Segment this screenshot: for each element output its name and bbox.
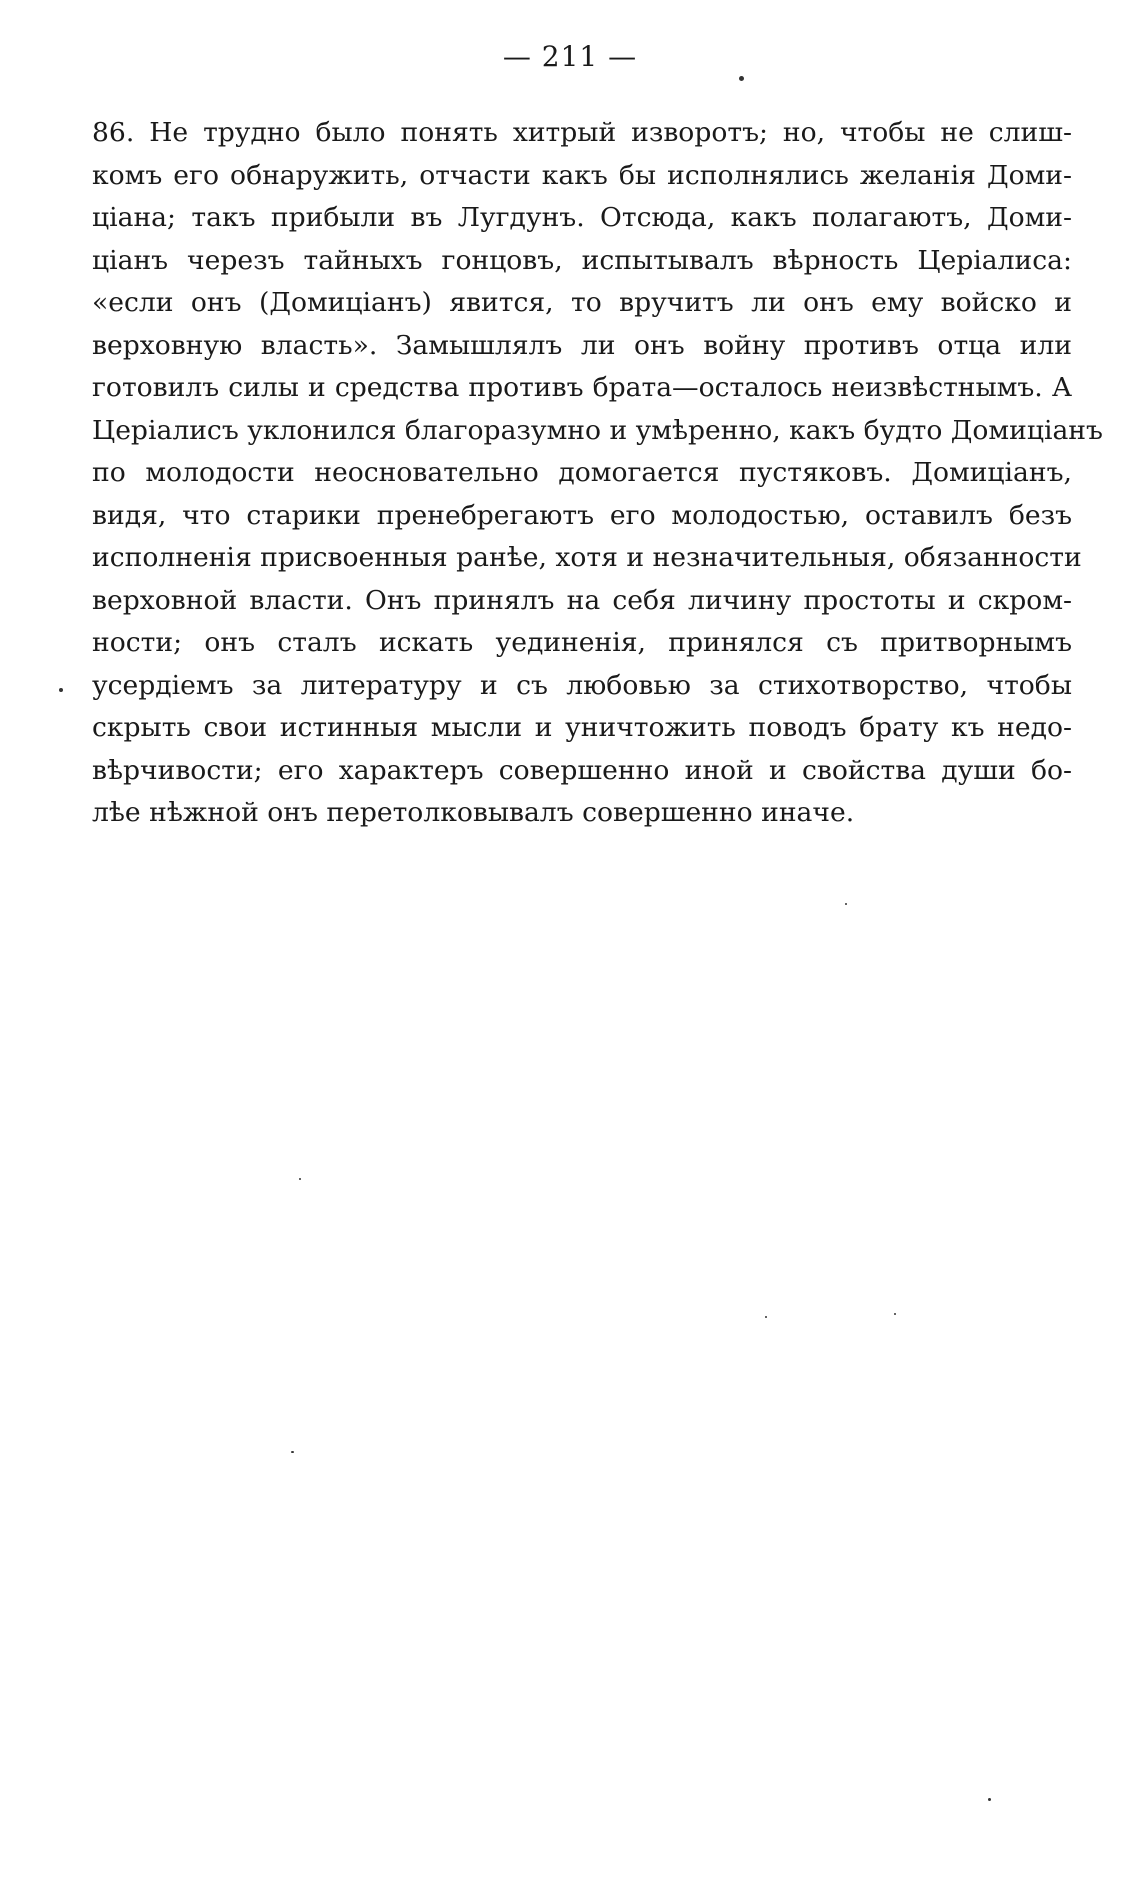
text-line: лѣе нѣжной онъ перетолковывалъ совершенно иначе. [92, 797, 855, 828]
text-line: «если онъ (Домиціанъ) явится, то вручитъ ли онъ ему войско и [92, 287, 1072, 318]
text-line: верховную власть». Замышлялъ ли онъ войну противъ отца или [92, 329, 1072, 361]
text-line: комъ его обнаружить, отчасти какъ бы исполнялись желанія Доми- [92, 159, 1072, 191]
scan-speck [291, 1451, 294, 1453]
text-line: 86. Не трудно было понять хитрый изворотъ; но, чтобы не слиш- [92, 117, 1072, 148]
text-line: усердіемъ за литературу и съ любовью за стихотворство, чтобы [92, 669, 1072, 701]
scan-speck [845, 903, 847, 905]
text-line: вѣрчивости; его характеръ совершенно иной и свойства души бо- [92, 754, 1072, 786]
page-number: — 211 — [502, 40, 638, 73]
text-line: ности; онъ сталъ искать уединенія, принялся съ притворнымъ [92, 627, 1072, 658]
scan-speck [988, 1798, 991, 1801]
paragraph-86 [92, 112, 1103, 835]
text-line: Церіалисъ уклонился благоразумно и умѣренно, какъ будто Домиціанъ [92, 414, 1103, 446]
scan-speck [59, 688, 63, 692]
text-line: исполненія присвоенныя ранѣе, хотя и незначительныя, обязанности [92, 542, 1082, 573]
text-line: верховной власти. Онъ принялъ на себя личину простоты и скром- [92, 584, 1072, 616]
text-line: по молодости неосновательно домогается пустяковъ. Домиціанъ, [92, 457, 1072, 488]
scan-speck [765, 1316, 767, 1318]
text-line: готовилъ силы и средства противъ брата—осталось неизвѣстнымъ. А [92, 372, 1072, 403]
scan-speck [894, 1313, 896, 1315]
text-line: скрыть свои истинныя мысли и уничтожить поводъ брату къ недо- [92, 712, 1072, 743]
text-line: видя, что старики пренебрегаютъ его молодостью, оставилъ безъ [92, 499, 1072, 531]
scan-speck [739, 76, 744, 81]
text-line: ціана; такъ прибыли въ Лугдунъ. Отсюда, какъ полагаютъ, Доми- [92, 202, 1072, 233]
scan-speck [299, 1178, 301, 1180]
text-line: ціанъ черезъ тайныхъ гонцовъ, испытывалъ вѣрность Церіалиса: [92, 244, 1072, 276]
